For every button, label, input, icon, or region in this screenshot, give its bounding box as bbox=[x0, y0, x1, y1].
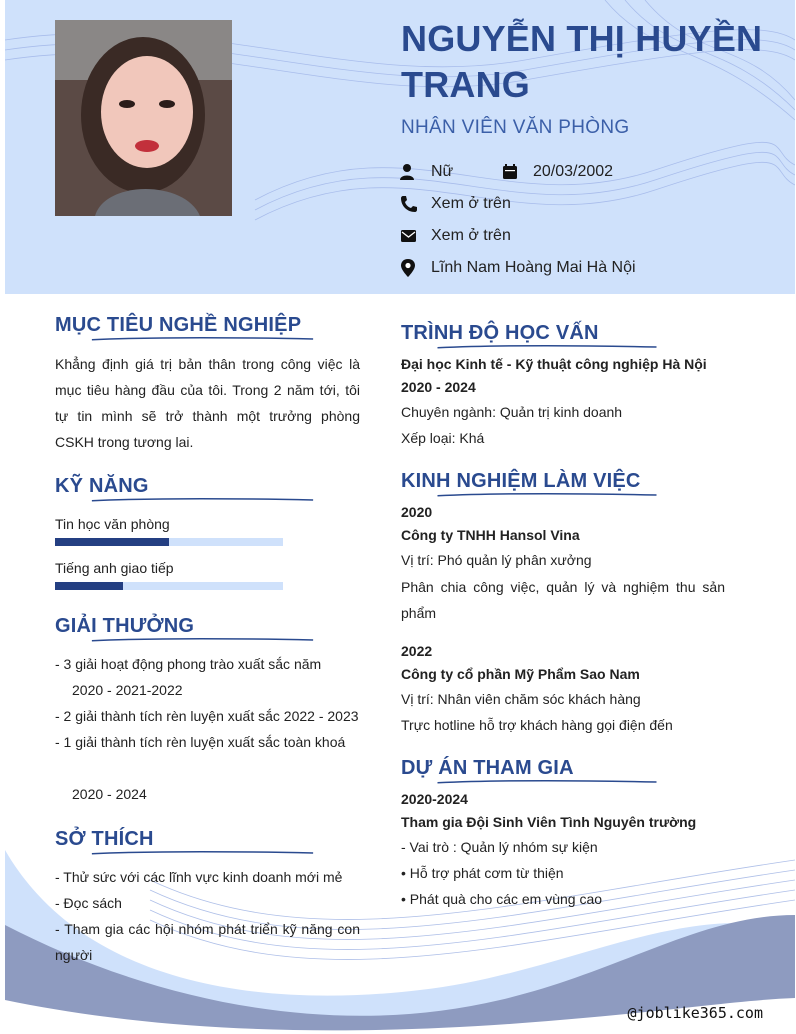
hobby-line-2: - Đọc sách bbox=[55, 895, 122, 911]
person-icon bbox=[400, 163, 418, 181]
envelope-icon bbox=[400, 227, 418, 245]
education-title: TRÌNH ĐỘ HỌC VẤN bbox=[401, 322, 599, 344]
objective-text: Khẳng định giá trị bản thân trong công việc là mục tiêu hàng đầu của tôi. Trong 2 năm tới, tôi tự tin mình sẽ trở thành một trưởng phòng CSKH trong tương lai. bbox=[55, 356, 360, 450]
project-line-1: - Vai trò : Quản lý nhóm sự kiện bbox=[401, 839, 598, 855]
job-1-desc: Phân chia công việc, quản lý và nghiệm thu sản phẩm bbox=[401, 579, 725, 621]
hobbies-title: SỞ THÍCH bbox=[55, 828, 154, 850]
profile-photo bbox=[55, 20, 232, 216]
project-line-3: • Phát quà cho các em vùng cao bbox=[401, 891, 603, 907]
award-line-5: 2020 - 2024 bbox=[72, 786, 147, 802]
hobby-line-1: - Thử sức với các lĩnh vực kinh doanh mới mẻ bbox=[55, 869, 343, 885]
project-period: 2020-2024 bbox=[401, 791, 468, 807]
job-1-position: Vị trí: Phó quản lý phân xưởng bbox=[401, 552, 592, 568]
education-period: 2020 - 2024 bbox=[401, 379, 476, 395]
project-line-2: • Hỗ trợ phát cơm từ thiện bbox=[401, 865, 564, 881]
location-pin-icon bbox=[400, 259, 418, 277]
skill-bar-english bbox=[55, 582, 283, 590]
award-line-2: 2020 - 2021-2022 bbox=[72, 682, 183, 698]
experience-underline bbox=[401, 492, 693, 498]
education-major: Chuyên ngành: Quản trị kinh doanh bbox=[401, 404, 623, 420]
awards-underline bbox=[55, 637, 350, 643]
job-2-year: 2022 bbox=[401, 643, 433, 659]
awards-title: GIẢI THƯỞNG bbox=[55, 615, 195, 637]
phone-icon bbox=[400, 195, 418, 213]
job-2-desc: Trực hotline hỗ trợ khách hàng gọi điện đến bbox=[401, 717, 673, 733]
award-line-1: - 3 giải hoạt động phong trào xuất sắc năm bbox=[55, 656, 322, 672]
skills-title: KỸ NĂNG bbox=[55, 475, 149, 497]
job-title: NHÂN VIÊN VĂN PHÒNG bbox=[401, 117, 630, 138]
job-1-year: 2020 bbox=[401, 504, 433, 520]
calendar-icon bbox=[502, 163, 520, 181]
projects-title: DỰ ÁN THAM GIA bbox=[401, 757, 574, 779]
email-text: Xem ở trên bbox=[431, 227, 511, 244]
hobby-line-3: - Tham gia các hội nhóm phát triển kỹ năng con người bbox=[55, 921, 360, 963]
project-name: Tham gia Đội Sinh Viên Tình Nguyên trường bbox=[401, 814, 697, 830]
skill-label-english: Tiếng anh giao tiếp bbox=[55, 560, 174, 576]
skill-label-office: Tin học văn phòng bbox=[55, 516, 170, 532]
footer-watermark: @joblike365.com bbox=[627, 1004, 763, 1022]
projects-underline bbox=[401, 779, 693, 785]
candidate-name: NGUYỄN THỊ HUYỀN TRANG bbox=[401, 18, 763, 105]
job-1-company: Công ty TNHH Hansol Vina bbox=[401, 527, 580, 543]
phone-text: Xem ở trên bbox=[431, 195, 511, 212]
education-school: Đại học Kinh tế - Kỹ thuật công nghiệp Hà Nội bbox=[401, 356, 707, 372]
award-line-3: - 2 giải thành tích rèn luyện xuất sắc 2022 - 2023 bbox=[55, 708, 359, 724]
skill-bar-fill-office bbox=[55, 538, 169, 546]
skill-bar-fill-english bbox=[55, 582, 123, 590]
portrait-illustration bbox=[55, 20, 232, 216]
skills-underline bbox=[55, 497, 350, 503]
address-text: Lĩnh Nam Hoàng Mai Hà Nội bbox=[431, 259, 636, 276]
skill-bar-office bbox=[55, 538, 283, 546]
education-grade: Xếp loại: Khá bbox=[401, 430, 485, 446]
birthday-text: 20/03/2002 bbox=[533, 163, 614, 180]
objective-underline bbox=[55, 336, 350, 342]
objective-title: MỤC TIÊU NGHỀ NGHIỆP bbox=[55, 314, 302, 336]
hobbies-underline bbox=[55, 850, 350, 856]
job-2-company: Công ty cổ phần Mỹ Phẩm Sao Nam bbox=[401, 666, 640, 682]
job-2-position: Vị trí: Nhân viên chăm sóc khách hàng bbox=[401, 691, 641, 707]
education-underline bbox=[401, 344, 693, 350]
experience-title: KINH NGHIỆM LÀM VIỆC bbox=[401, 470, 641, 492]
award-line-4: - 1 giải thành tích rèn luyện xuất sắc toàn khoá bbox=[55, 734, 346, 750]
gender-text: Nữ bbox=[431, 163, 454, 180]
